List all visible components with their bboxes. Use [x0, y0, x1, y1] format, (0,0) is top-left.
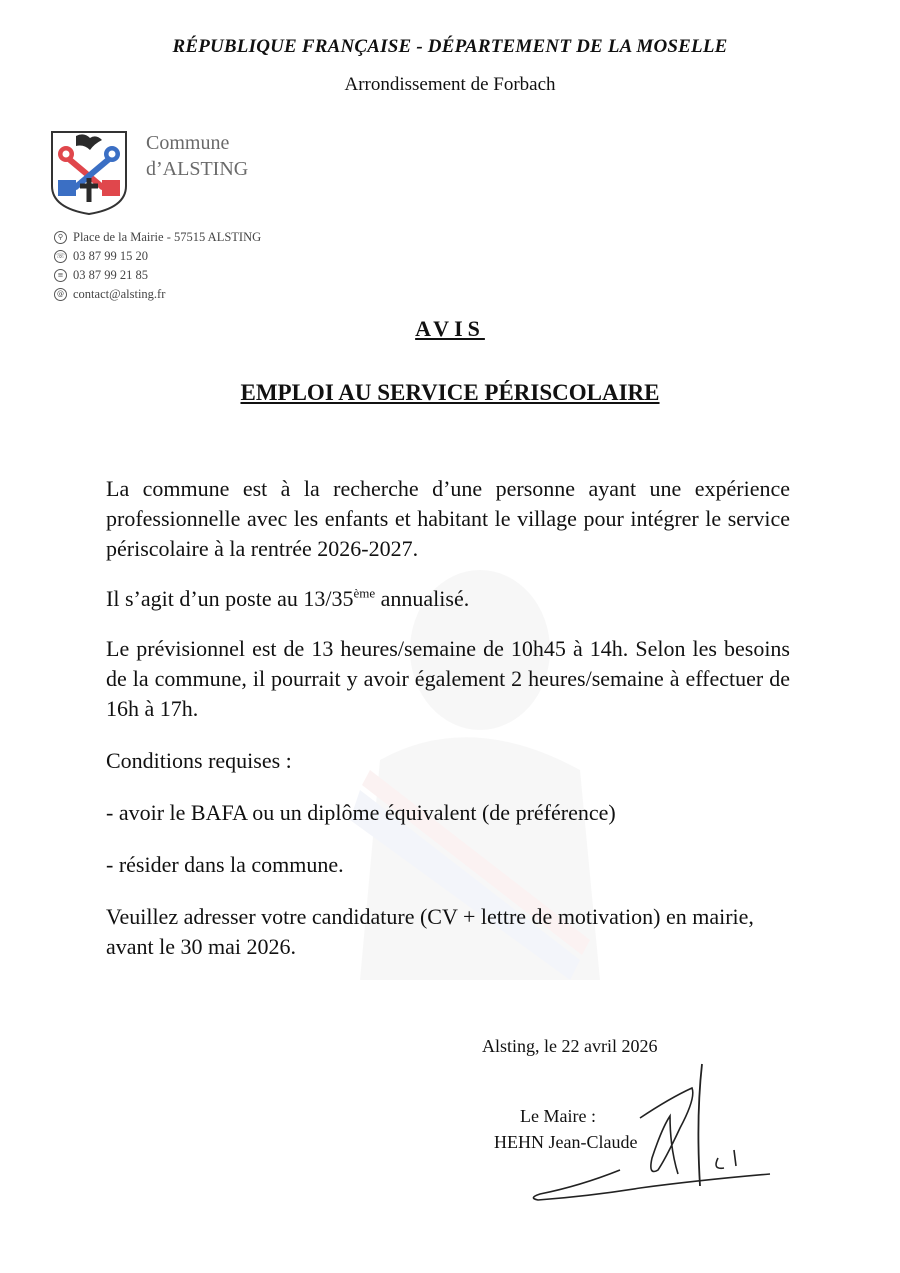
notice-title: AVIS — [415, 316, 485, 341]
header-republique: RÉPUBLIQUE FRANÇAISE - DÉPARTEMENT DE LA MOSELLE — [172, 36, 728, 57]
poste-superscript: ème — [353, 585, 376, 601]
commune-line1: Commune — [146, 132, 230, 154]
paragraph-poste — [106, 584, 790, 614]
notice-body — [106, 474, 790, 962]
poste-text: Il s’agit d’un poste au 13/35 — [106, 586, 354, 611]
header-arrondissement: Arrondissement de Forbach — [344, 74, 556, 95]
address-text: Place de la Mairie - 57515 ALSTING — [73, 230, 262, 244]
signoff-name: HEHN Jean-Claude — [494, 1132, 638, 1152]
notice-subtitle: EMPLOI AU SERVICE PÉRISCOLAIRE — [240, 380, 660, 405]
commune-line2: d’ALSTING — [146, 158, 249, 180]
fax-text: 03 87 99 21 85 — [73, 268, 148, 282]
signoff-title: Le Maire : — [520, 1106, 596, 1126]
paragraph-candidature: Veuillez adresser votre candidature (CV + lettre de motivation) en mairie, avant le 30 mai 2026. — [106, 904, 754, 959]
contact-email — [54, 285, 261, 304]
email-text: contact@alsting.fr — [73, 287, 166, 301]
phone-icon: ☏ — [54, 250, 67, 263]
poste-suffix: annualisé. — [375, 586, 470, 611]
contact-phone — [54, 247, 261, 266]
contact-block — [54, 228, 261, 304]
commune-crest-logo — [50, 130, 128, 216]
phone-text: 03 87 99 15 20 — [73, 249, 148, 263]
location-icon: ⚲ — [54, 231, 67, 244]
paragraph-horaires: Le prévisionnel est de 13 heures/semaine de 10h45 à 14h. Selon les besoins de la commune, il pourrait y avoir également 2 heures/semaine à effectuer de 16h à 17h. — [106, 636, 790, 721]
condition-residence: - résider dans la commune. — [106, 852, 344, 877]
fax-icon: ≡ — [54, 269, 67, 282]
paragraph-conditions-heading: Conditions requises : — [106, 748, 292, 773]
email-icon: @ — [54, 288, 67, 301]
contact-fax — [54, 266, 261, 285]
paragraph-intro: La commune est à la recherche d’une personne ayant une expérience professionnelle avec les enfants et habitant le village pour intégrer le service périscolaire à la rentrée 2026-2027. — [106, 476, 790, 561]
condition-bafa: - avoir le BAFA ou un diplôme équivalent (de préférence) — [106, 800, 616, 825]
contact-address — [54, 228, 261, 247]
commune-name — [146, 130, 248, 182]
mayor-signature — [520, 1058, 780, 1208]
signoff-date: Alsting, le 22 avril 2026 — [482, 1036, 658, 1056]
